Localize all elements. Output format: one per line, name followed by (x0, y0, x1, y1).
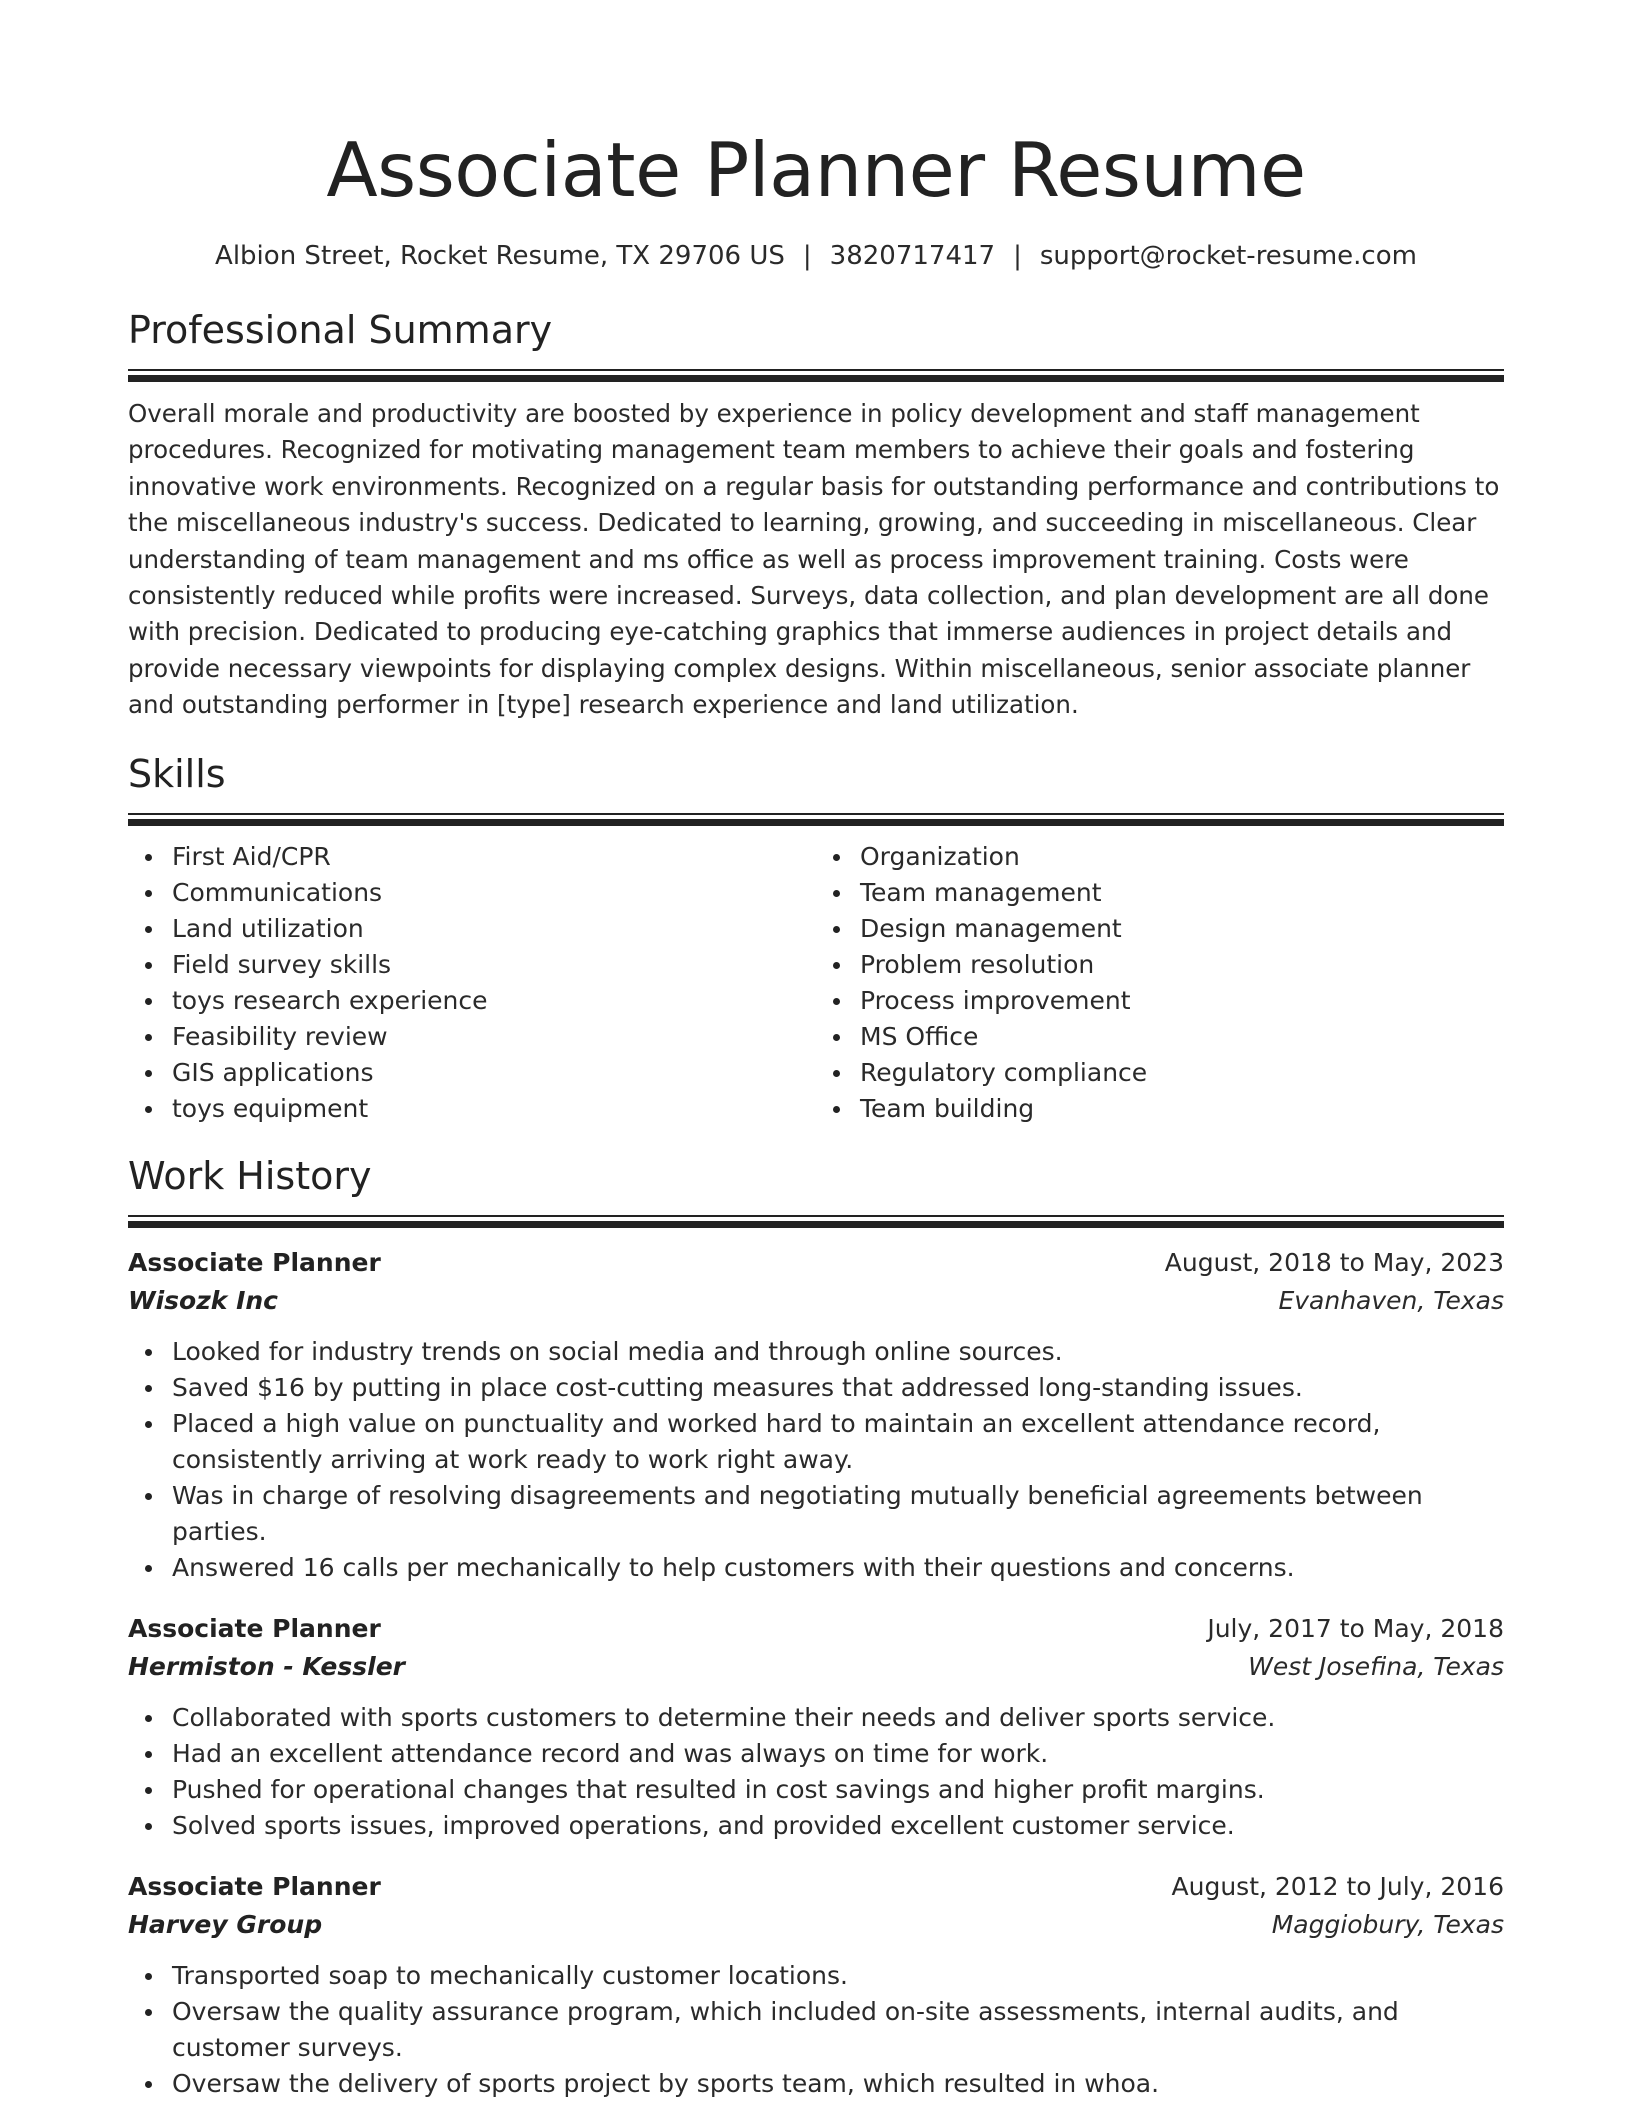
job-title: Associate Planner (128, 1613, 381, 1643)
skill-item: GIS applications (172, 1055, 816, 1091)
resume-title: Associate Planner Resume (326, 126, 1306, 214)
skill-item: Problem resolution (860, 947, 1504, 983)
job-header (128, 1868, 1504, 1906)
skill-item: Field survey skills (172, 947, 816, 983)
job-location: Maggiobury, Texas (1271, 1909, 1504, 1939)
job-bullet: Solved sports issues, improved operations, and provided excellent customer service. (172, 1808, 1504, 1844)
job-header (128, 1244, 1504, 1282)
job-bullet: Placed a high value on punctuality and worked hard to maintain an excellent attendance record, consistently arriving at work ready to work right away. (172, 1406, 1504, 1478)
job-title: Associate Planner (128, 1247, 381, 1277)
skill-item: toys research experience (172, 983, 816, 1019)
skill-item: First Aid/CPR (172, 839, 816, 875)
skill-item: MS Office (860, 1019, 1504, 1055)
skills-heading: Skills (128, 751, 226, 796)
job-title: Associate Planner (128, 1871, 381, 1901)
skill-item: Team building (860, 1091, 1504, 1127)
skill-item: Team management (860, 875, 1504, 911)
summary-heading: Professional Summary (128, 308, 553, 352)
summary-section (128, 305, 1504, 724)
job-subheader (128, 1906, 1504, 1944)
job-bullet: Transported soap to mechanically customer locations. (172, 1958, 1504, 1994)
job-company: Harvey Group (128, 1909, 323, 1939)
job-entry (128, 1610, 1504, 1844)
section-divider (128, 1215, 1504, 1228)
contact-separator: | (1013, 241, 1022, 271)
skill-item: Design management (860, 911, 1504, 947)
section-divider (128, 369, 1504, 382)
job-subheader (128, 1282, 1504, 1320)
job-company: Hermiston - Kessler (128, 1651, 405, 1681)
skill-item: Process improvement (860, 983, 1504, 1019)
job-dates: August, 2018 to May, 2023 (1164, 1247, 1504, 1277)
job-bullet: Oversaw the quality assurance program, which included on-site assessments, internal audits, and customer surveys. (172, 1994, 1504, 2066)
skill-item: Organization (860, 839, 1504, 875)
contact-line (128, 238, 1504, 274)
contact-separator: | (802, 241, 812, 271)
job-bullet: Had an excellent attendance record and was always on time for work. (172, 1736, 1504, 1772)
job-dates: August, 2012 to July, 2016 (1171, 1871, 1504, 1901)
work-history-heading: Work History (128, 1153, 372, 1198)
job-entry (128, 1868, 1504, 2102)
skills-list (128, 839, 1504, 1127)
job-bullet: Collaborated with sports customers to determine their needs and deliver sports service. (172, 1700, 1504, 1736)
job-bullet: Saved $16 by putting in place cost-cutting measures that addressed long-standing issues. (172, 1370, 1504, 1406)
job-header (128, 1610, 1504, 1648)
skill-item: Communications (172, 875, 816, 911)
skill-item: toys equipment (172, 1091, 816, 1127)
skills-column-right (816, 839, 1504, 1127)
job-bullets (128, 1700, 1504, 1844)
job-dates: July, 2017 to May, 2018 (1207, 1613, 1504, 1643)
summary-text: Overall morale and productivity are boosted by experience in policy development and staff management procedures. Recognized for motivating management team members to achieve their goals and fostering innovative work environments. Recognized on a regular basis for outstanding performance and contributions to the miscellaneous industry's success. Dedicated to learning, growing, and succeeding in miscellaneous. Clear understanding of team management and ms office as well as process improvement training. Costs were consistently reduced while profits were increased. Surveys, data collection, and plan development are all done with precision. Dedicated to producing eye-catching graphics that immerse audiences in project details and provide necessary viewpoints for displaying complex designs. Within miscellaneous, senior associate planner and outstanding performer in [type] research experience and land utilization. (128, 399, 1500, 720)
contact-address: Albion Street, Rocket Resume, TX 29706 US (215, 241, 785, 271)
job-bullets (128, 1334, 1504, 1586)
skills-column-left (128, 839, 816, 1127)
job-bullet: Answered 16 calls per mechanically to help customers with their questions and concerns. (172, 1550, 1504, 1586)
job-bullets (128, 1958, 1504, 2102)
contact-email[interactable]: support@rocket-resume.com (1039, 241, 1417, 271)
work-history-section (128, 1151, 1504, 2102)
skills-section (128, 749, 1504, 1127)
skill-item: Feasibility review (172, 1019, 816, 1055)
job-location: Evanhaven, Texas (1278, 1285, 1504, 1315)
job-bullet: Looked for industry trends on social media and through online sources. (172, 1334, 1504, 1370)
contact-phone: 3820717417 (829, 241, 996, 271)
job-bullet: Oversaw the delivery of sports project by sports team, which resulted in whoa. (172, 2066, 1504, 2102)
job-bullet: Pushed for operational changes that resulted in cost savings and higher profit margins. (172, 1772, 1504, 1808)
section-divider (128, 813, 1504, 826)
skill-item: Land utilization (172, 911, 816, 947)
job-entry (128, 1244, 1504, 1586)
skill-item: Regulatory compliance (860, 1055, 1504, 1091)
job-company: Wisozk Inc (128, 1285, 278, 1315)
job-location: West Josefina, Texas (1248, 1651, 1504, 1681)
job-bullet: Was in charge of resolving disagreements and negotiating mutually beneficial agreements between parties. (172, 1478, 1504, 1550)
job-subheader (128, 1648, 1504, 1686)
